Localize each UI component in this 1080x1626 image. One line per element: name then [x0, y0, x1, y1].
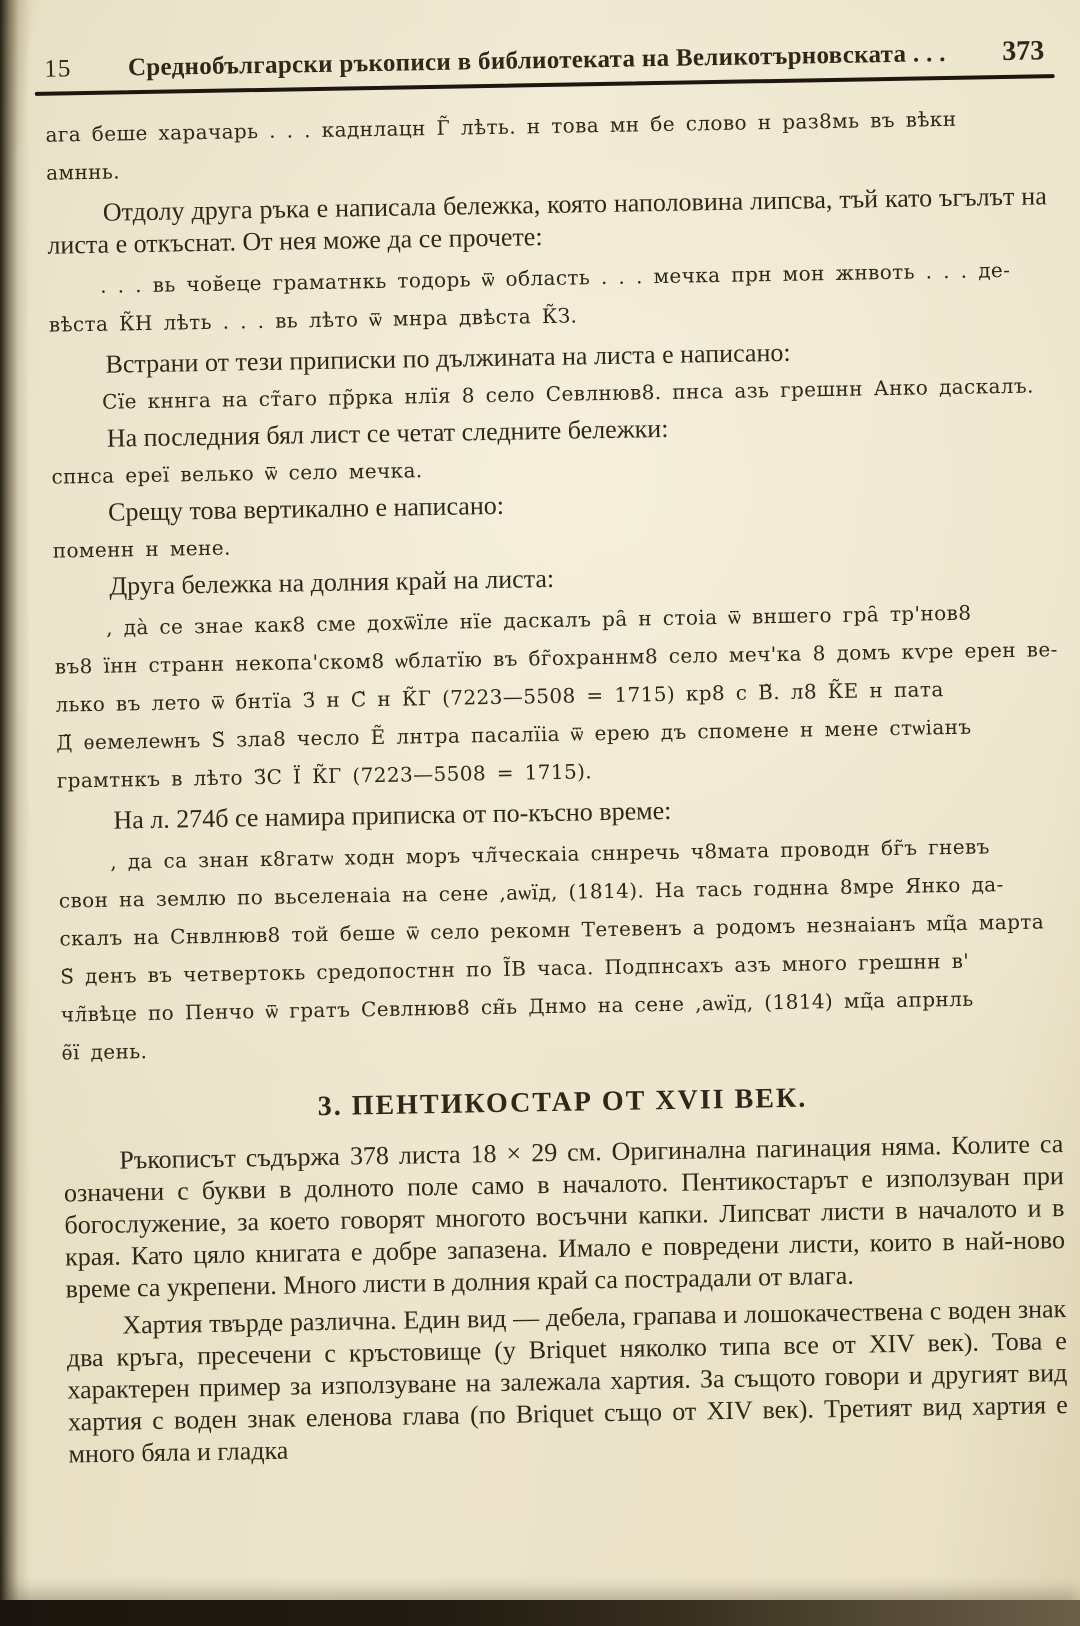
body-paragraph: Срещу това вертикално е написано:	[107, 490, 505, 527]
body-paragraph: Хартия твърде различна. Един вид — дебела, грапава и лошокачествена с воден знак два кръга, пресечени с кръстовище (у Briquet няколко типа все от XIV век). Това е характерен пример за използуване на залежала хартия. За същото говори и другият вид хартия с воден знак еленова глава (по Briquet също от XIV век). Третият вид хартия е много бяла и гладка	[66, 1294, 1069, 1469]
body-paragraph: Ръкописът съдържа 378 листа 18 × 29 см. Оригинална пагинация няма. Колите са означени с букви в долното поле само в началото. Пентикостарът е използуван при богослужение, за което говорят многото восъчни капки. Липсват листи в началото и в края. Като цяло книгата е добре запазена. Имало е повредени листи, които в най-ново време са укрепени. Много листи в долния край са пострадали от влага.	[63, 1129, 1066, 1304]
slavonic-line: ага беше харачарь . . . каднлацн Г̃ лѣть. н това мн бе слово н раз8мь въ вѣкн	[45, 106, 957, 147]
slavonic-line: , да̀ се знае как8 сме дохѿїле нїе даскалъ ра̑ н стоіа ѿ вншего гра̑ тр'нов8	[105, 600, 972, 640]
page-bottom-edge-shadow	[0, 1600, 1080, 1626]
slavonic-line: въ8 їнн странн некопа'ском8 ѡблатїю въ бг̃охраннм8 село меч'ка 8 домъ кѵре ерен ве-	[54, 637, 1058, 679]
slavonic-line: Д̃ ѳемелеѡнъ Ѕ̃ зла8 чесло Е̃ лнтра пасалїіа ѿ ерею дъ спомене н мене стѡіанъ	[55, 714, 972, 755]
slavonic-line: . . . вь чов̆еце граматнкь тодорь ѿ область . . . мечка прн мон жнвоть . . . де-	[99, 257, 1011, 298]
slavonic-line: ѳ̃ї день.	[61, 1039, 148, 1065]
slavonic-quote-2	[48, 250, 1049, 343]
body-paragraph: На последния бял лист се четат следните бележки:	[106, 413, 669, 453]
slavonic-line: вѣста К̃Н лѣть . . . вь лѣто ѿ мнра двѣста К̃З.	[48, 303, 578, 337]
running-title: Среднобългарски ръкописи в библиотеката на Великотърновската . . .	[127, 39, 946, 82]
slavonic-quote-1	[45, 98, 1046, 191]
slavonic-line: чл̃вѣце по Пенчо ѿ гратъ Севлнюв8 сн̃ь Днмо на сене ,аѡїд, (1814) мц̃а апрнль	[60, 986, 974, 1027]
page-body	[45, 98, 1068, 1470]
slavonic-line: лько въ лето ѿ бнтїа З̃ н С̃ н К̃Г (7223—5508 = 1715) кр8 с В̃. л8 К̃Е н пата	[55, 677, 944, 717]
slavonic-quote-6	[54, 592, 1057, 799]
slavonic-line: грамтнкъ в лѣто З̃С Ї К̃Г (7223—5508 = 1715).	[56, 759, 593, 793]
slavonic-quote-7	[58, 826, 1062, 1071]
body-paragraph: Друга бележка на долния край на листа:	[109, 563, 555, 601]
column-number: 15	[44, 55, 72, 83]
slavonic-line: , да са знан к8гатѡ ходн моръ чл̃ческаіа сннречь ч8мата проводн бг̃ъ гневъ	[109, 834, 990, 874]
body-paragraph: На л. 274б се намира приписка от по-късно време:	[113, 795, 672, 835]
slavonic-line: Ѕ̃ денъ въ четвертокь средопостнн по І̃В часа. Подпнсахъ азъ много грешнн в'	[59, 948, 970, 989]
slavonic-line: свон на землю по вьселенаіа на сене ,аѡїд, (1814). На тась годнна 8мре Янко да-	[58, 872, 1004, 913]
slavonic-line: амннь.	[45, 159, 121, 185]
page-content	[44, 35, 1069, 1475]
page-number: 373	[1001, 35, 1045, 68]
book-binding-shadow	[0, 0, 30, 1626]
body-paragraph: Встрани от тези приписки по дължината на листа е написано:	[105, 337, 791, 379]
slavonic-line: поменн н мене.	[52, 535, 231, 563]
body-paragraph: Отдолу друга ръка е написала бележка, която наполовина липсва, тъй като ъгълът на листа е откъснат. От нея може да се прочете:	[47, 181, 1047, 260]
slavonic-line: Сїе кннга на ст̃аго пр̃рка нлїя 8 село Севлнюв8. пнса азь грешнн Анко даскалъ.	[101, 373, 1035, 414]
slavonic-line: спнса ереї велько ѿ село мечка.	[51, 458, 423, 489]
slavonic-line: скалъ на Снвлнюв8 той беше ѿ село рекомн Тетевенъ а родомъ незнаіанъ мц̃а марта	[59, 909, 1045, 951]
section-heading: 3. ПЕНТИКОСТАР ОТ XVII ВЕК.	[317, 1082, 808, 1123]
